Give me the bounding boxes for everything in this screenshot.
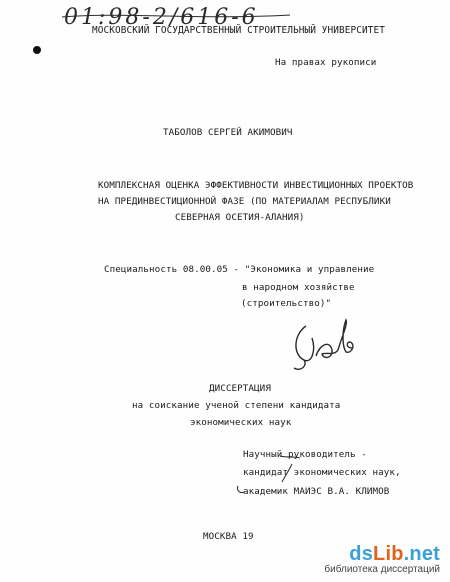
degree-line-1: ДИССЕРТАЦИЯ xyxy=(209,383,271,394)
thesis-title-line-1: КОМПЛЕКСНАЯ ОЦЕНКА ЭФФЕКТИВНОСТИ ИНВЕСТИЦИОННЫХ ПРОЕКТОВ xyxy=(98,180,414,191)
advisor-handwritten-marks xyxy=(232,448,352,498)
advisor-line-1: Научный руководитель - xyxy=(243,449,367,460)
archive-number-text: 01:98-2/616-6 xyxy=(64,5,259,30)
advisor-line-2: кандидат экономических наук, xyxy=(243,467,401,478)
institution-name: МОСКОВСКИЙ ГОСУДАРСТВЕННЫЙ СТРОИТЕЛЬНЫЙ УНИВЕРСИТЕТ xyxy=(92,25,385,36)
city-year: МОСКВА 19 xyxy=(203,531,254,542)
watermark-subtitle: библиотека диссертаций xyxy=(324,564,440,575)
thesis-title-line-3: СЕВЕРНАЯ ОСЕТИЯ-АЛАНИЯ) xyxy=(175,212,305,223)
watermark-logo-ds: ds xyxy=(349,543,374,565)
degree-line-2: на соискание ученой степени кандидата xyxy=(132,400,341,411)
watermark-logo xyxy=(324,544,440,564)
thesis-title-line-2: НА ПРЕДИНВЕСТИЦИОННОЙ ФАЗЕ (ПО МАТЕРИАЛАМ РЕСПУБЛИКИ xyxy=(98,196,391,207)
author-name: ТАБОЛОВ СЕРГЕЙ АКИМОВИЧ xyxy=(163,127,293,138)
watermark-logo-net: .net xyxy=(403,543,440,565)
specialty-line-2: в народном хозяйстве xyxy=(242,282,355,293)
site-watermark xyxy=(324,544,440,576)
degree-line-3: экономических наук xyxy=(190,417,292,428)
watermark-logo-lib: Lib xyxy=(373,543,404,565)
rights-note: На правах рукописи xyxy=(275,57,377,68)
specialty-line-3: (строительство)" xyxy=(241,298,332,309)
punch-hole-mark xyxy=(33,46,41,54)
advisor-line-3: академик МАИЭС В.А. КЛИМОВ xyxy=(243,486,390,497)
specialty-line-1: Специальность 08.00.05 - "Экономика и управление xyxy=(104,264,375,275)
author-signature xyxy=(286,316,366,376)
